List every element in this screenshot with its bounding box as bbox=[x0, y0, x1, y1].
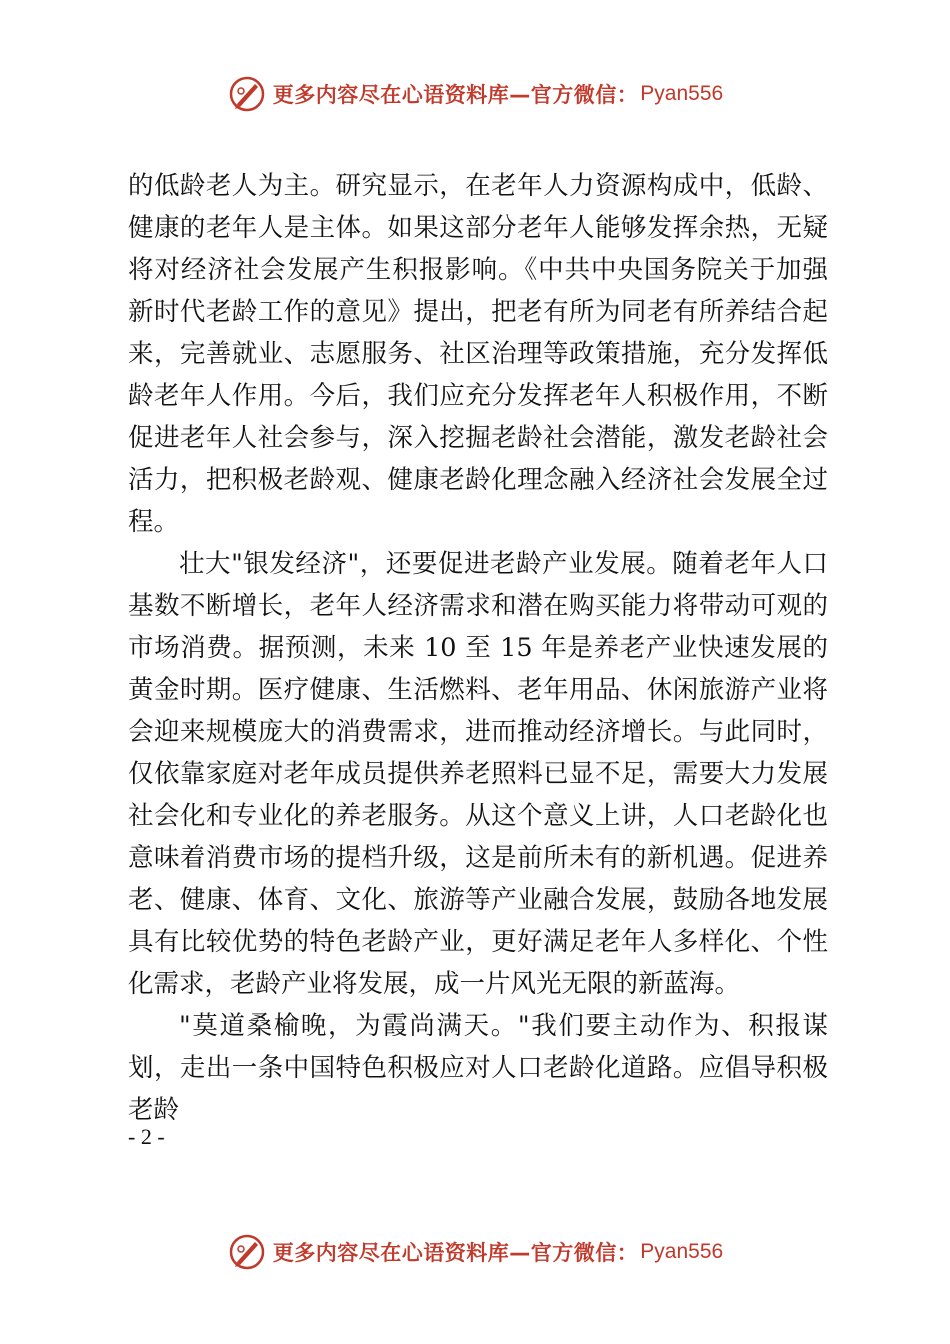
document-body bbox=[128, 165, 828, 1131]
page-number: - 2 - bbox=[128, 1124, 165, 1149]
banner-text: 更多内容尽在心语资料库—官方微信： bbox=[272, 83, 639, 107]
footer-banner bbox=[0, 1228, 950, 1276]
pen-logo-icon bbox=[227, 74, 267, 114]
banner-handle: Pyan556 bbox=[640, 1240, 724, 1263]
banner-text: 更多内容尽在心语资料库—官方微信： bbox=[272, 1241, 639, 1265]
paragraph-3: "莫道桑榆晚，为霞尚满天。"我们要主动作为、积报谋划，走出一条中国特色积极应对人口老龄化道路。应倡导积极老龄 bbox=[128, 1011, 828, 1125]
header-banner bbox=[0, 70, 950, 118]
pen-logo-icon bbox=[227, 1232, 267, 1272]
paragraph-2: 壮大"银发经济"，还要促进老龄产业发展。随着老年人口基数不断增长，老年人经济需求和潜在购买能力将带动可观的市场消费。据预测，未来 10 至 15 年是养老产业快速发展的黄金时期。医疗健康、生活燃料、老年用品、休闲旅游产业将会迎来规模庞大的消费需求，进而推动经济增长。与此同时，仅依靠家庭对老年成员提供养老照料已显不足，需要大力发展社会化和专业化的养老服务。从这个意义上讲，人口老龄化也意味着消费市场的提档升级，这是前所未有的新机遇。促进养老、健康、体育、文化、旅游等产业融合发展，鼓励各地发展具有比较优势的特色老龄产业，更好满足老年人多样化、个性化需求，老龄产业将发展，成一片风光无限的新蓝海。 bbox=[128, 549, 828, 999]
paragraph-1: 的低龄老人为主。研究显示，在老年人力资源构成中，低龄、健康的老年人是主体。如果这部分老年人能够发挥余热，无疑将对经济社会发展产生积报影响。《中共中央国务院关于加强新时代老龄工作的意见》提出，把老有所为同老有所养结合起来，完善就业、志愿服务、社区治理等政策措施，充分发挥低龄老年人作用。今后，我们应充分发挥老年人积极作用，不断促进老年人社会参与，深入挖掘老龄社会潜能，激发老龄社会活力，把积极老龄观、健康老龄化理念融入经济社会发展全过程。 bbox=[128, 171, 828, 537]
banner-handle: Pyan556 bbox=[640, 82, 724, 105]
